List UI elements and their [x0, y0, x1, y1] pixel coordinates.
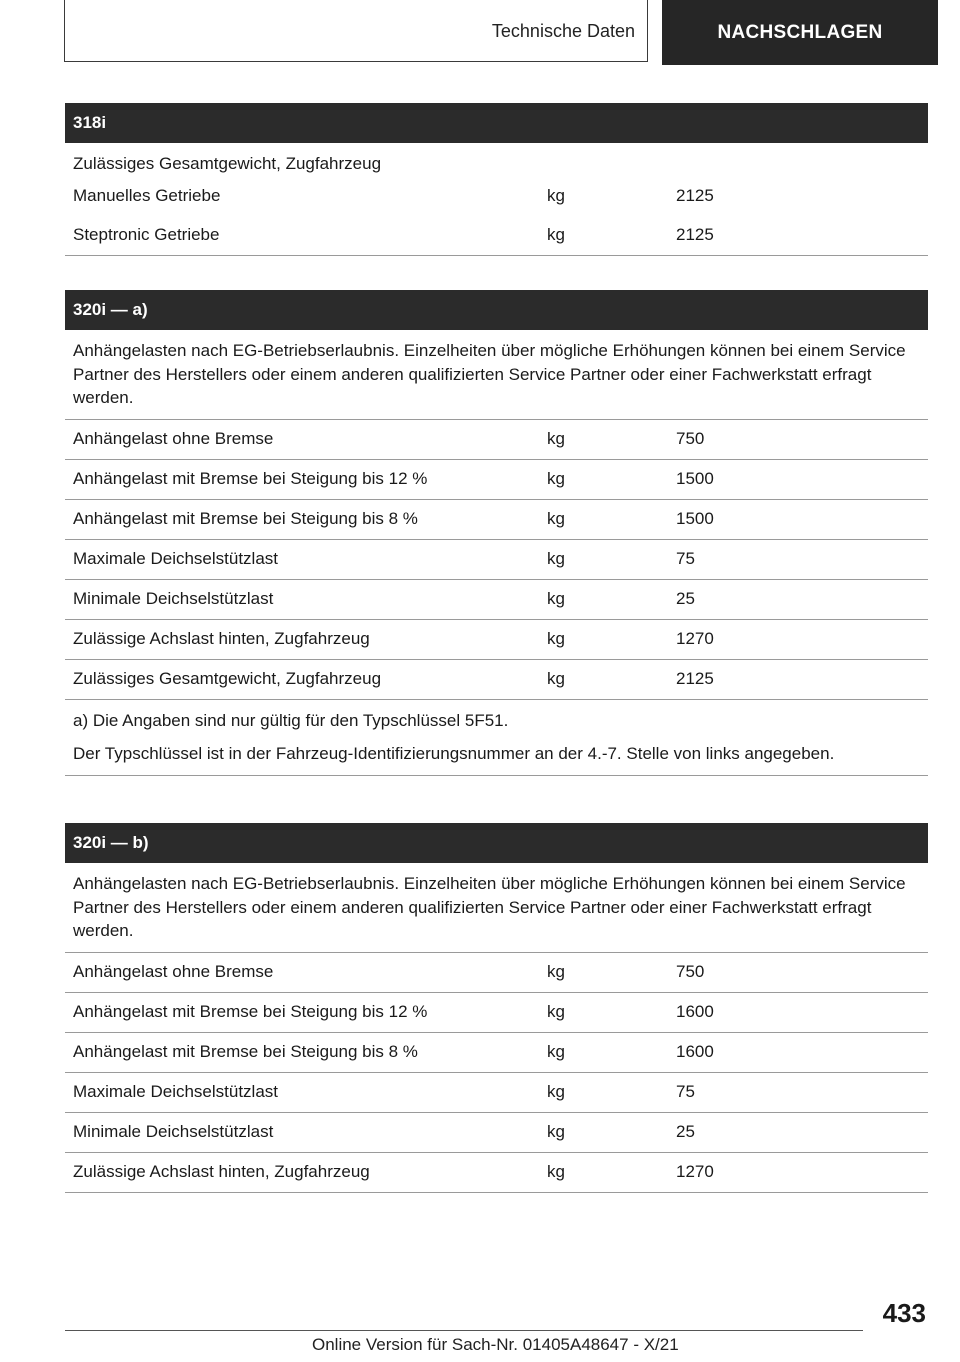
table-row — [65, 540, 928, 580]
table-row — [65, 620, 928, 660]
row-value: 2125 — [676, 669, 714, 688]
row-value: 75 — [676, 1082, 695, 1101]
section-heading: 318i — [65, 103, 928, 143]
row-label: Anhängelast ohne Bremse — [73, 962, 274, 981]
row-value: 75 — [676, 549, 695, 568]
row-label: Minimale Deichselstützlast — [73, 589, 274, 608]
row-unit: kg — [547, 225, 565, 244]
row-label: Anhängelast mit Bremse bei Steigung bis 8 % — [73, 509, 418, 528]
table-row — [65, 660, 928, 700]
table-row — [65, 953, 928, 993]
section-heading: 320i — b) — [65, 823, 928, 863]
row-unit: kg — [547, 962, 565, 981]
row-label: Anhängelast mit Bremse bei Steigung bis 12 % — [73, 1002, 428, 1021]
row-unit: kg — [547, 1162, 565, 1181]
table-row — [65, 500, 928, 540]
table-row — [65, 1113, 928, 1153]
table-row — [65, 1073, 928, 1113]
row-label: Minimale Deichselstützlast — [73, 1122, 274, 1141]
row-unit: kg — [547, 509, 565, 528]
row-label: Maximale Deichselstützlast — [73, 549, 279, 568]
row-value: 2125 — [676, 225, 714, 244]
row-label: Zulässiges Gesamtgewicht, Zugfahrzeug — [73, 669, 382, 688]
row-label: Anhängelast ohne Bremse — [73, 429, 274, 448]
chapter-tab[interactable]: NACHSCHLAGEN — [662, 0, 938, 65]
section-320i-b — [65, 823, 928, 1193]
row-label: Anhängelast mit Bremse bei Steigung bis 8 % — [73, 1042, 418, 1061]
row-unit: kg — [547, 549, 565, 568]
row-unit: kg — [547, 669, 565, 688]
table-row — [65, 993, 928, 1033]
row-unit: kg — [547, 469, 565, 488]
row-unit: kg — [547, 629, 565, 648]
table-row — [65, 1153, 928, 1193]
section-intro-text: Anhängelasten nach EG-Betriebserlaubnis. Einzelheiten über mögliche Erhöhungen können bei einem Service Partner des Herstellers oder einem anderen qualifizierten Service Partner oder einer Fachwerkstatt erfragt werden. — [65, 863, 928, 953]
section-320i-a — [65, 290, 928, 776]
row-value: 1600 — [676, 1042, 714, 1061]
table-row — [65, 1033, 928, 1073]
row-value: 1500 — [676, 509, 714, 528]
row-value: 1270 — [676, 629, 714, 648]
table-row — [65, 177, 928, 216]
page-number: 433 — [882, 1298, 926, 1328]
row-unit: kg — [547, 1082, 565, 1101]
row-value: 1270 — [676, 1162, 714, 1181]
table-row — [65, 420, 928, 460]
row-value: 750 — [676, 429, 705, 448]
row-label: Manuelles Getriebe — [73, 186, 221, 205]
row-unit: kg — [547, 1002, 565, 1021]
footnote-detail: Der Typschlüssel ist in der Fahrzeug-Identifizierungsnummer an der 4.-7. Stelle von links angegeben. — [65, 733, 928, 776]
row-value: 750 — [676, 962, 705, 981]
section-318i — [65, 103, 928, 256]
row-label: Zulässige Achslast hinten, Zugfahrzeug — [73, 1162, 370, 1181]
online-version-note: Online Version für Sach-Nr. 01405A48647 - X/21 — [312, 1335, 679, 1354]
row-label: Zulässige Achslast hinten, Zugfahrzeug — [73, 629, 370, 648]
table-row — [65, 460, 928, 500]
row-value: 2125 — [676, 186, 714, 205]
row-label: Maximale Deichselstützlast — [73, 1082, 279, 1101]
row-unit: kg — [547, 1122, 565, 1141]
section-subtitle: Zulässiges Gesamtgewicht, Zugfahrzeug — [73, 154, 382, 173]
row-value: 25 — [676, 589, 695, 608]
row-value: 1500 — [676, 469, 714, 488]
footer-divider — [65, 1330, 863, 1331]
section-heading: 320i — a) — [65, 290, 928, 330]
section-title: Technische Daten — [491, 20, 635, 41]
table-row — [65, 580, 928, 620]
section-intro-text: Anhängelasten nach EG-Betriebserlaubnis. Einzelheiten über mögliche Erhöhungen können bei einem Service Partner des Herstellers oder einem anderen qualifizierten Service Partner oder einer Fachwerkstatt erfragt werden. — [65, 330, 928, 420]
table-row — [65, 216, 928, 256]
row-value: 1600 — [676, 1002, 714, 1021]
row-label: Anhängelast mit Bremse bei Steigung bis 12 % — [73, 469, 428, 488]
row-unit: kg — [547, 429, 565, 448]
footnote: a) Die Angaben sind nur gültig für den Typschlüssel 5F51. — [73, 710, 509, 730]
row-value: 25 — [676, 1122, 695, 1141]
row-unit: kg — [547, 589, 565, 608]
row-unit: kg — [547, 1042, 565, 1061]
row-label: Steptronic Getriebe — [73, 225, 220, 244]
row-unit: kg — [547, 186, 565, 205]
